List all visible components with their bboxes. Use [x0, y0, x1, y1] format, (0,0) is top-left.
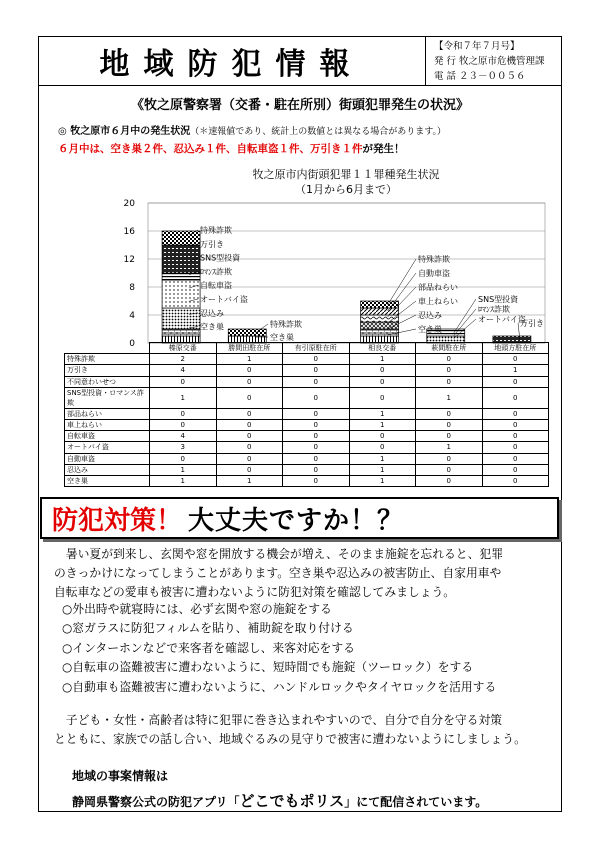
table-cell: 2 — [150, 354, 217, 365]
bar-callout-label: ﾛﾏﾝｽ詐欺 — [478, 305, 510, 314]
table-row-label: オートバイ盗 — [65, 442, 150, 453]
bar-callout-label: SNS型投資 — [478, 295, 519, 304]
table-cell: 0 — [283, 442, 350, 453]
table-cell: 1 — [349, 408, 416, 419]
y-tick-label: 20 — [123, 199, 135, 209]
table-cell: 1 — [150, 475, 217, 486]
table-cell: 0 — [283, 365, 350, 376]
table-cell: 0 — [482, 387, 549, 408]
table-cell: 0 — [150, 376, 217, 387]
table-cell: 0 — [416, 453, 483, 464]
tip-item: ○自動車も盗難被害に遭わないように、ハンドルロックやタイヤロックを活用する — [62, 679, 497, 694]
intro-line: 自転車などの愛車も被害に遭わないように防犯対策を確認してみましょう。 — [54, 585, 456, 599]
table-row-label: 忍込み — [65, 464, 150, 475]
bar-segment — [162, 231, 200, 245]
bullet-note: （＊速報値であり、統計上の数値とは異なる場合があります。） — [190, 127, 447, 137]
bar-callout-label: 部品ねらい — [418, 283, 458, 292]
table-column-header: 榛原交番 — [150, 343, 217, 354]
bar-callout-label: オートバイ盗 — [200, 295, 248, 304]
tip-item: ○自転車の盗難被害に遭わないように、短時間でも施錠（ツーロック）をする — [62, 660, 474, 675]
table-cell: 0 — [283, 453, 350, 464]
table-column-header: 相良交番 — [349, 343, 416, 354]
table-cell: 1 — [349, 354, 416, 365]
table-row — [65, 408, 549, 419]
table-row — [65, 442, 549, 453]
data-table — [64, 342, 549, 487]
table-header-row — [65, 343, 549, 354]
table-cell: 1 — [216, 354, 283, 365]
bullet-label: ◎ 牧之原市６月中の発生状況 — [58, 126, 191, 137]
table-cell: 1 — [416, 387, 483, 408]
table-cell: 0 — [283, 376, 350, 387]
footer-line1: 地域の事案情報は — [72, 769, 169, 783]
table-cell: 1 — [482, 365, 549, 376]
bar-segment — [361, 329, 399, 336]
table-cell: 1 — [349, 453, 416, 464]
bar-callout-label: 空き巣 — [200, 322, 224, 332]
table-cell: 0 — [216, 464, 283, 475]
table-cell: 0 — [482, 354, 549, 365]
chart-subtitle: （1月から6月まで） — [295, 183, 397, 196]
table-cell: 4 — [150, 431, 217, 442]
table-cell: 0 — [349, 365, 416, 376]
table-row — [65, 431, 549, 442]
y-tick-label: 8 — [129, 283, 135, 293]
table-row-label: 自転車盗 — [65, 431, 150, 442]
closing-line: とともに、家族での話し合い、地域ぐるみの見守りで被害に遭わないようにしましょう。 — [54, 732, 526, 746]
table-cell: 1 — [349, 419, 416, 430]
table-cell: 0 — [416, 464, 483, 475]
table-cell: 0 — [349, 442, 416, 453]
table-cell: 0 — [150, 453, 217, 464]
table-cell: 1 — [216, 475, 283, 486]
table-cell: 0 — [216, 442, 283, 453]
bar-callout-label: 万引き — [200, 239, 224, 249]
bar-segment — [162, 308, 200, 329]
table-cell: 0 — [150, 419, 217, 430]
table-row — [65, 475, 549, 486]
table-cell: 0 — [482, 442, 549, 453]
app-name: どこでもポリス — [239, 792, 345, 810]
banner-part2: 大丈夫ですか！？ — [188, 505, 405, 536]
bar-segment — [162, 273, 200, 280]
table-cell: 0 — [416, 419, 483, 430]
footer-line2 — [72, 790, 487, 811]
phone-label: 電 話 ２３－００５６ — [434, 71, 526, 82]
table-cell: 0 — [216, 453, 283, 464]
tip-item: ○インターホンなどで来客者を確認し、来客対応をする — [62, 640, 355, 655]
bar-segment — [361, 315, 399, 322]
table-cell: 0 — [216, 376, 283, 387]
table-row-label: 車上ねらい — [65, 419, 150, 430]
summary-highlight: 空き巣２件、忍込み１件、自転車盗１件、万引き１件 — [110, 143, 363, 155]
table-row-label: 不同意わいせつ — [65, 376, 150, 387]
intro-line: のきっかけになってしまうことがあります。空き巣や忍込みの被害防止、自家用車や — [54, 566, 502, 580]
table-row — [65, 419, 549, 430]
page-title: 地域防犯情報 — [99, 46, 364, 82]
table-cell: 0 — [482, 475, 549, 486]
table-cell: 0 — [416, 475, 483, 486]
bar-segment — [361, 322, 399, 329]
table-row-label: SNS型投資・ロマンス詐欺 — [65, 387, 150, 408]
bar-callout-label: 万引き — [520, 319, 544, 328]
y-tick-label: 0 — [129, 339, 135, 349]
table-cell: 0 — [349, 376, 416, 387]
summary-prefix: ６月中は、 — [58, 143, 111, 155]
bar-callout-label: 忍込み — [418, 311, 442, 320]
table-row-label: 特殊詐欺 — [65, 354, 150, 365]
table-cell: 0 — [349, 431, 416, 442]
table-cell: 4 — [150, 365, 217, 376]
bar-callout-label: 自動車盗 — [418, 269, 450, 278]
y-tick-label: 16 — [123, 227, 135, 237]
bar-callout-label: 車上ねらい — [418, 297, 458, 306]
intro-paragraph — [54, 545, 554, 602]
bar-chart — [0, 0, 600, 360]
table-row — [65, 464, 549, 475]
table-column-header: 地頭方駐在所 — [482, 343, 549, 354]
footer-suffix: 」にて配信されています。 — [344, 795, 488, 809]
table-cell: 0 — [416, 354, 483, 365]
bar-callout-label: SNS型投資 — [200, 253, 241, 263]
warning-banner — [40, 497, 559, 539]
table-cell: 0 — [216, 408, 283, 419]
table-cell: 0 — [482, 376, 549, 387]
table-cell: 0 — [216, 387, 283, 408]
table-cell: 3 — [150, 442, 217, 453]
bar-callout-label: オートバイ盗 — [478, 315, 526, 324]
table-cell: 0 — [416, 365, 483, 376]
bar-callout-label: 空き巣 — [418, 325, 442, 334]
publisher-label: 発 行 牧之原市危機管理課 — [434, 56, 545, 67]
tip-item: ○窓ガラスに防犯フィルムを貼り、補助錠を取り付ける — [62, 621, 354, 636]
table-row — [65, 376, 549, 387]
banner-part1: 防犯対策！ — [52, 505, 183, 536]
table-cell: 0 — [216, 365, 283, 376]
bar-segment — [228, 329, 266, 336]
table-cell: 1 — [150, 464, 217, 475]
table-column-header: 有引原駐在所 — [283, 343, 350, 354]
summary-suffix: が発生！ — [362, 143, 405, 155]
table-cell: 0 — [416, 431, 483, 442]
bar-segment — [361, 301, 399, 308]
table-cell: 0 — [349, 387, 416, 408]
table-row — [65, 365, 549, 376]
table-cell: 0 — [482, 453, 549, 464]
table-cell: 0 — [482, 431, 549, 442]
y-tick-label: 12 — [123, 255, 135, 265]
bar-callout-label: 自転車盗 — [200, 281, 232, 291]
table-cell: 0 — [416, 376, 483, 387]
table-cell: 0 — [416, 408, 483, 419]
table-row-label: 自動車盗 — [65, 453, 150, 464]
table-cell: 0 — [482, 408, 549, 419]
closing-line: 子ども・女性・高齢者は特に犯罪に巻き込まれやすいので、自分で自分を守る対策 — [54, 713, 503, 727]
table-row — [65, 354, 549, 365]
table-cell: 0 — [283, 464, 350, 475]
table-cell: 0 — [283, 387, 350, 408]
table-cell: 1 — [349, 464, 416, 475]
table-cell: 0 — [283, 475, 350, 486]
table-cell: 1 — [349, 475, 416, 486]
table-row-label: 万引き — [65, 365, 150, 376]
bar-callout-label: 特殊詐欺 — [418, 255, 450, 264]
table-cell: 0 — [283, 408, 350, 419]
table-row — [65, 453, 549, 464]
issue-label: 【令和７年７月号】 — [434, 41, 520, 52]
intro-line: 暑い夏が到来し、玄関や窓を開放する機会が増え、そのまま施錠を忘れると、犯罪 — [54, 547, 503, 561]
closing-paragraph — [54, 711, 554, 749]
table-column-header: 勝間田駐在所 — [216, 343, 283, 354]
table-cell: 0 — [216, 431, 283, 442]
bar-callout-label: 特殊詐欺 — [200, 226, 232, 235]
table-cell: 0 — [150, 408, 217, 419]
bar-callout-label: ﾛﾏﾝｽ詐欺 — [200, 267, 232, 277]
table-cell: 0 — [482, 419, 549, 430]
bar-callout-label: 忍込み — [200, 308, 224, 318]
table-cell: 0 — [283, 419, 350, 430]
bar-callout-label: 空き巣 — [270, 333, 294, 342]
table-cell: 0 — [283, 431, 350, 442]
table-cell: 0 — [283, 354, 350, 365]
table-cell: 0 — [482, 464, 549, 475]
tips-list — [62, 600, 496, 697]
table-cell: 1 — [416, 442, 483, 453]
bar-segment — [162, 329, 200, 336]
table-column-header: 萩間駐在所 — [416, 343, 483, 354]
bar-segment — [162, 280, 200, 308]
bar-callout-label: 特殊詐欺 — [270, 320, 302, 329]
section-heading: 《牧之原警察署（交番・駐在所別）街頭犯罪発生の状況》 — [130, 98, 469, 113]
table-row-label: 部品ねらい — [65, 408, 150, 419]
y-tick-label: 4 — [129, 311, 135, 321]
table-cell: 0 — [216, 419, 283, 430]
table-cell: 1 — [150, 387, 217, 408]
footer-prefix: 静岡県警察公式の防犯アプリ「 — [72, 795, 240, 809]
chart-title: 牧之原市内街頭犯罪１１罪種発生状況 — [252, 168, 440, 181]
tip-item: ○外出時や就寝時には、必ず玄関や窓の施錠をする — [62, 602, 332, 616]
table-corner — [65, 343, 150, 354]
table-row — [65, 387, 549, 408]
table-row-label: 空き巣 — [65, 475, 150, 486]
